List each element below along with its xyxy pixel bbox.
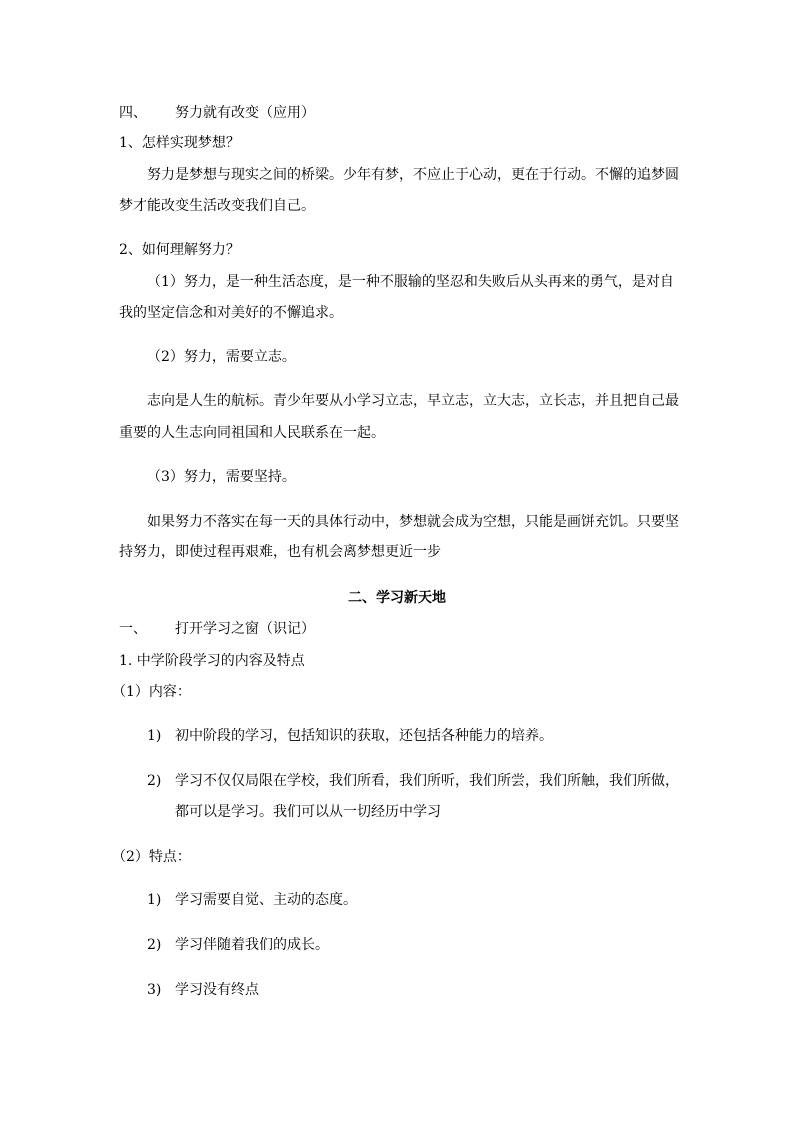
section-number: 四、 <box>119 105 147 121</box>
section-title: 努力就有改变（应用） <box>175 105 315 121</box>
paragraph-line: （1）努力，是一种生活态度，是一种不服输的坚忍和失败后从头再来的勇气，是对自 <box>147 274 674 290</box>
paragraph-line: 持努力，即使过程再艰难，也有机会离梦想更近一步 <box>119 544 441 560</box>
list-item-text: 学习不仅仅局限在学校，我们所看，我们所听，我们所尝，我们所触，我们所做， <box>175 773 679 789</box>
list-number: 1) <box>147 728 162 744</box>
question-2: 2、如何理解努力？ <box>119 242 240 258</box>
paragraph-line: 重要的人生志向同祖国和人民联系在一起。 <box>119 425 385 441</box>
content-label: （1）内容： <box>112 684 191 700</box>
subsection-number: 一、 <box>119 621 147 637</box>
paragraph-line: 努力是梦想与现实之间的桥梁。少年有梦，不应止于心动，更在于行动。不懈的追梦圆 <box>147 167 679 183</box>
subsection-title: 打开学习之窗（识记） <box>175 621 315 637</box>
paragraph-line: 志向是人生的航标。青少年要从小学习立志，早立志，立大志，立长志，并且把自己最 <box>147 393 679 409</box>
list-number: 2) <box>147 773 162 789</box>
question-1: 1、怎样实现梦想？ <box>119 135 240 151</box>
paragraph-line: 梦才能改变生活改变我们自己。 <box>119 198 315 214</box>
list-item-text: 初中阶段的学习，包括知识的获取，还包括各种能力的培养。 <box>175 728 553 744</box>
list-number: 3) <box>147 982 162 998</box>
list-number: 1) <box>147 892 162 908</box>
list-item-text: 学习需要自觉、主动的态度。 <box>175 892 357 908</box>
list-item-text: 学习伴随着我们的成长。 <box>175 937 329 953</box>
numbered-item: 1. 中学阶段学习的内容及特点 <box>119 653 305 669</box>
list-item-text: 学习没有终点 <box>175 982 259 998</box>
paragraph-line: 我的坚定信念和对美好的不懈追求。 <box>119 305 343 321</box>
point-heading: （2）努力，需要立志。 <box>147 349 296 365</box>
chapter-heading: 二、学习新天地 <box>348 590 446 606</box>
feature-label: （2）特点： <box>112 849 191 865</box>
paragraph-line: 如果努力不落实在每一天的具体行动中，梦想就会成为空想，只能是画饼充饥。只要坚 <box>147 514 679 530</box>
list-item-text: 都可以是学习。我们可以从一切经历中学习 <box>175 804 441 820</box>
point-heading: （3）努力，需要坚持。 <box>147 469 296 485</box>
list-number: 2) <box>147 937 162 953</box>
